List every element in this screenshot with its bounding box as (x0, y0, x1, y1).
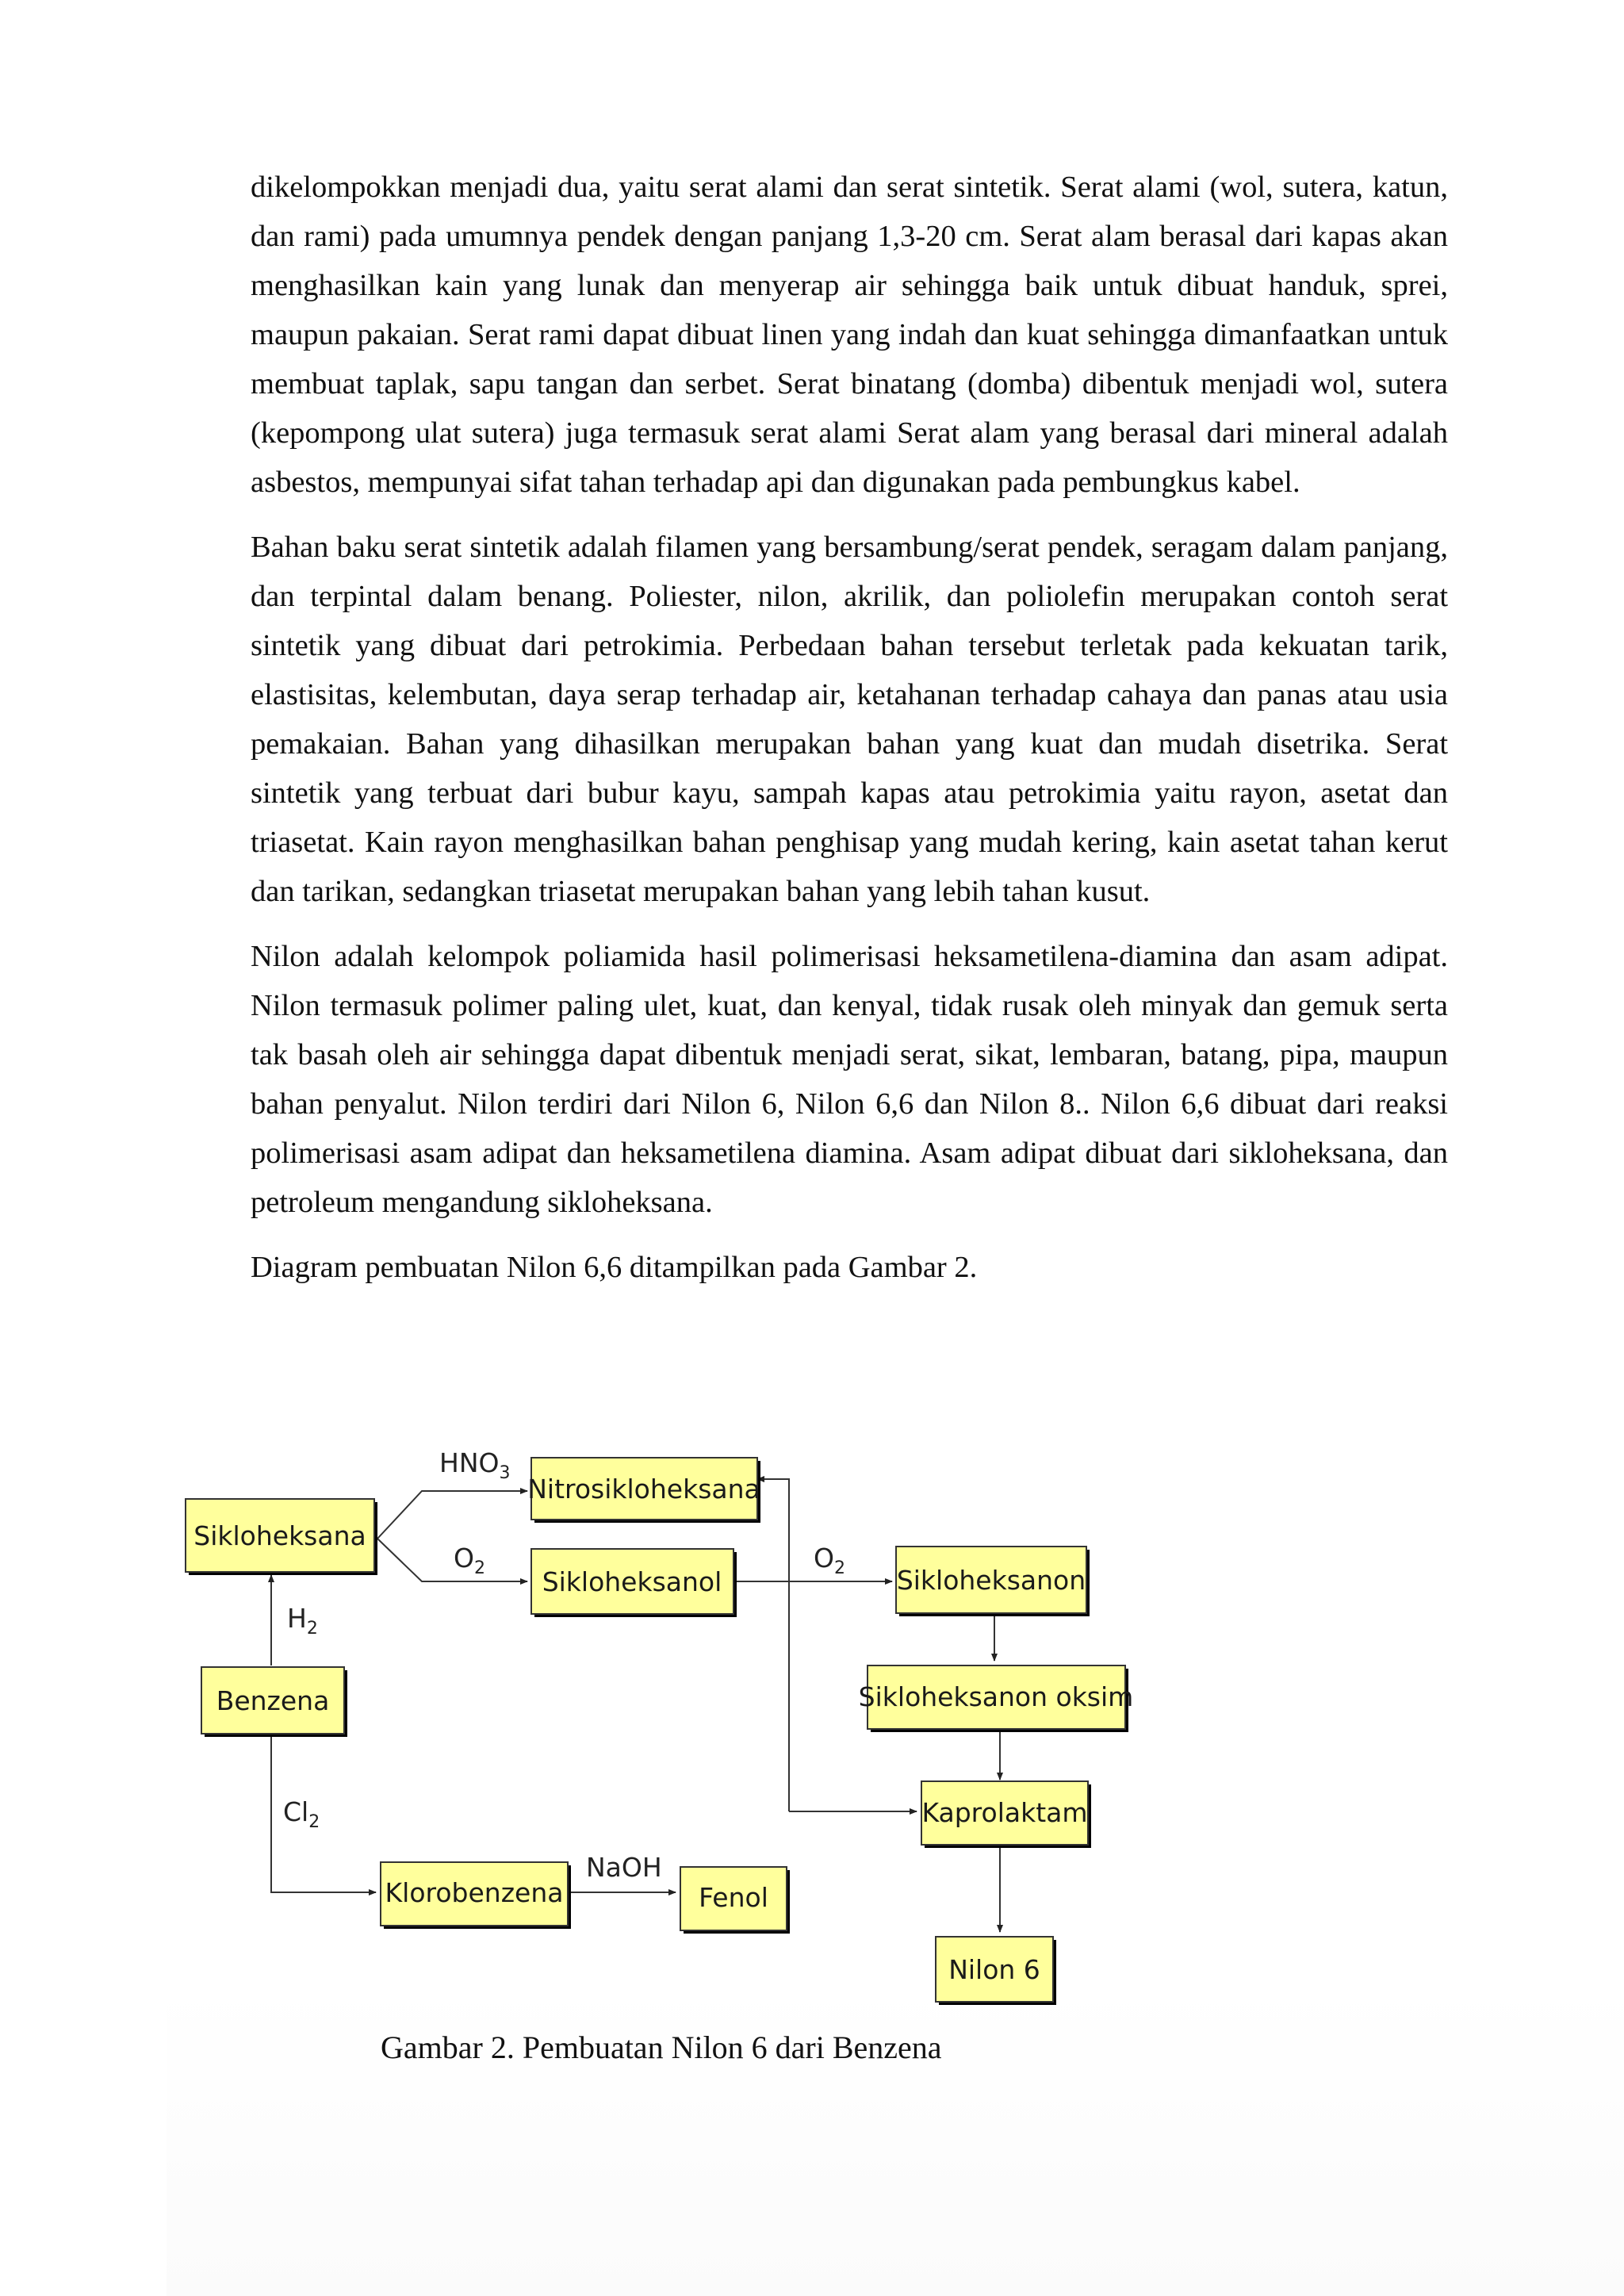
edge-label-cl2 (283, 1796, 320, 1832)
paragraph-diagram-intro: Diagram pembuatan Nilon 6,6 ditampilkan pada Gambar 2. (251, 1251, 978, 1284)
svg-text:Sikloheksanon oksim: Sikloheksanon oksim (858, 1681, 1134, 1712)
svg-text:NaOH: NaOH (586, 1852, 662, 1883)
node-sikloheksanol (531, 1549, 737, 1617)
svg-text:Fenol: Fenol (699, 1882, 768, 1913)
node-sikloheksana (186, 1499, 377, 1575)
edge-label-o2-left (454, 1543, 485, 1578)
svg-text:Klorobenzena: Klorobenzena (385, 1877, 564, 1908)
edge-label-h2 (287, 1603, 318, 1639)
arrow-loop-to-nitrosikloheksana (757, 1479, 789, 1811)
body-text (251, 163, 1448, 1308)
node-kaprolaktam (921, 1781, 1091, 1848)
node-sikloheksanon-oksim (859, 1665, 1134, 1732)
paragraph-serat-sintetik: Bahan baku serat sintetik adalah filamen yang bersambung/serat pendek, seragam dalam panjang, dan terpintal dalam benang. Poliester, nilon, akrilik, dan poliolefin merupakan contoh serat sintetik yang dibuat dari petrokimia. Perbedaan bahan tersebut terletak pada kekuatan tarik, elastisitas, kelembutan, daya serap terhadap air, ketahanan terhadap cahaya dan panas atau usia pemakaian. Bahan yang dihasilkan merupakan bahan yang kuat dan mudah disetrika. Serat sintetik yang terbuat dari bubur kayu, sampah kapas atau petrokimia yaitu rayon, asetat dan triasetat. Kain rayon menghasilkan bahan penghisap yang mudah kering, kain asetat tahan kerut dan tarikan, sedangkan triasetat merupakan bahan yang lebih tahan kusut. (251, 531, 1449, 908)
svg-text:H2: $H_2$ (287, 1603, 318, 1639)
svg-text:Cl2: $Cl_2$ (283, 1796, 320, 1832)
node-klorobenzena (381, 1862, 571, 1929)
svg-text:Nilon 6: Nilon 6 (948, 1954, 1040, 1985)
svg-text:Sikloheksana: Sikloheksana (193, 1520, 366, 1551)
figure-caption: Gambar 2. Pembuatan Nilon 6 dari Benzena (381, 2030, 942, 2065)
svg-text:O2: $O_2$ (814, 1543, 845, 1578)
svg-text:Sikloheksanon: Sikloheksanon (896, 1565, 1086, 1596)
svg-text:HNO3: $HNO_3$ (439, 1447, 511, 1483)
node-fenol (680, 1867, 790, 1934)
paragraph-nilon: Nilon adalah kelompok poliamida hasil polimerisasi heksametilena-diamina dan asam adipat. Nilon termasuk polimer paling ulet, kuat, dan kenyal, tidak rusak oleh minyak dan gemuk serta tak basah oleh air sehingga dapat dibentuk menjadi serat, sikat, lembaran, batang, pipa, maupun bahan penyalut. Nilon terdiri dari Nilon 6, Nilon 6,6 dan Nilon 8.. Nilon 6,6 dibuat dari reaksi polimerisasi asam adipat dan heksametilena diamina. Asam adipat dibuat dari sikloheksana, dan petroleum mengandung sikloheksana. (251, 940, 1449, 1219)
svg-text:Sikloheksanol: Sikloheksanol (542, 1566, 722, 1597)
paragraph-serat-alami: dikelompokkan menjadi dua, yaitu serat alami dan serat sintetik. Serat alami (wol, sutera, katun, dan rami) pada umumnya pendek dengan panjang 1,3-20 cm. Serat alam berasal dari kapas akan menghasilkan kain yang lunak dan menyerap air sehingga baik untuk dibuat handuk, sprei, maupun pakaian. Serat rami dapat dibuat linen yang indah dan kuat sehingga dimanfaatkan untuk membuat taplak, sapu tangan dan serbet. Serat binatang (domba) dibentuk menjadi wol, sutera (kepompong ulat sutera) juga termasuk serat alami Serat alam yang berasal dari mineral adalah asbestos, mempunyai sifat tahan terhadap api dan digunakan pada pembungkus kabel. (251, 171, 1449, 499)
svg-text:Benzena: Benzena (216, 1685, 330, 1716)
arrow-sikloheksana-to-nitrosikloheksana (377, 1491, 527, 1539)
node-sikloheksanon (896, 1547, 1090, 1616)
node-benzena (201, 1667, 347, 1737)
node-nilon-6 (936, 1937, 1056, 2005)
svg-text:O2: $O_2$ (454, 1543, 485, 1578)
node-nitrosikloheksana (527, 1458, 760, 1523)
edge-label-naoh (586, 1852, 662, 1883)
arrow-sikloheksana-to-sikloheksanol (377, 1539, 527, 1581)
svg-text:Nitrosikloheksana: Nitrosikloheksana (527, 1474, 760, 1504)
edge-label-hno3 (439, 1447, 510, 1483)
svg-text:Kaprolaktam: Kaprolaktam (921, 1797, 1088, 1828)
edge-label-o2-right (814, 1543, 845, 1578)
